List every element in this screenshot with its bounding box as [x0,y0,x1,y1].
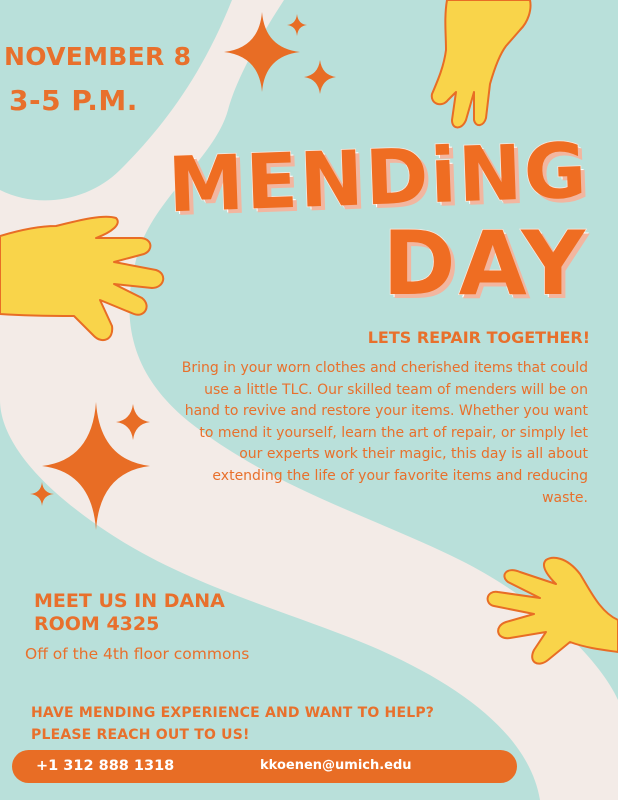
contact-email[interactable]: kkoenen@umich.edu [260,758,412,773]
volunteer-line2: PLEASE REACH OUT TO US! [31,727,250,743]
event-title-line2: DAY [382,212,588,315]
event-title-line1: MENDiNG [166,125,590,230]
event-description: Bring in your worn clothes and cherished items that could use a little TLC. Our skilled team of menders will be on hand to revive and restore your items. Whether you want to mend it yourself, learn the art of repair, or simply let our experts work their magic, this day is all about extending the life of your favorite items and reducing waste. [181,360,588,506]
contact-phone[interactable]: +1 312 888 1318 [36,758,175,774]
volunteer-line1: HAVE MENDING EXPERIENCE AND WANT TO HELP? [31,705,435,721]
location-line2: ROOM 4325 [34,613,160,635]
sparkle-icon [304,60,336,94]
event-date: NOVEMBER 8 [4,42,192,71]
location-line1: MEET US IN DANA [34,590,225,612]
hand-icon [432,0,531,128]
event-time: 3-5 P.M. [9,84,138,117]
event-tagline: LETS REPAIR TOGETHER! [367,328,590,347]
background-wave-top [0,0,183,154]
location-detail: Off of the 4th floor commons [25,645,250,663]
sparkle-icon [287,14,307,36]
contact-bar [12,750,517,783]
